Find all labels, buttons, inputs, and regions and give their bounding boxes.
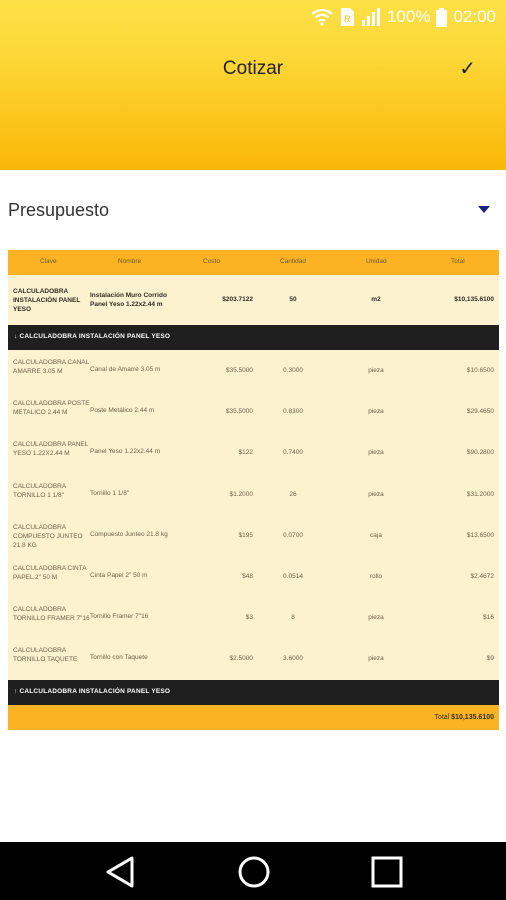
svg-text:R: R bbox=[343, 14, 351, 24]
cell-costo: $195 bbox=[238, 531, 253, 539]
status-icons bbox=[311, 7, 496, 27]
cell-clave: CALCULADOBRA INSTALACIÓN PANEL YESO bbox=[13, 288, 81, 313]
table-row[interactable] bbox=[8, 597, 499, 638]
cell-unidad: pieza bbox=[368, 655, 384, 663]
cell-cantidad: 50 bbox=[289, 296, 297, 303]
table-row[interactable] bbox=[8, 275, 499, 325]
battery-percent: 100% bbox=[386, 7, 431, 26]
table-row[interactable] bbox=[8, 432, 499, 473]
cell-costo: $203.7122 bbox=[222, 296, 253, 303]
table-row[interactable] bbox=[8, 638, 499, 679]
cell-total: $10,135.6100 bbox=[454, 296, 494, 303]
cell-unidad: caja bbox=[370, 531, 382, 539]
section-end-row bbox=[8, 680, 499, 705]
total-value: $10,135.6100 bbox=[451, 713, 494, 721]
wifi-icon bbox=[311, 8, 333, 26]
cell-unidad: pieza bbox=[368, 614, 384, 622]
col-clave: Clave bbox=[40, 258, 57, 265]
col-cantidad: Cantidad bbox=[280, 258, 307, 265]
col-costo: Costo bbox=[203, 258, 220, 265]
cell-clave: CALCULADOBRA PANEL YESO 1.22X2.44 M bbox=[13, 441, 89, 458]
table-row[interactable] bbox=[8, 515, 499, 556]
cell-total: $10.6500 bbox=[466, 367, 494, 374]
cell-costo: $48 bbox=[242, 572, 253, 580]
cell-nombre: Tornillo Framer 7"16 bbox=[90, 613, 149, 621]
cell-unidad: pieza bbox=[368, 490, 384, 498]
cell-costo: $35.5000 bbox=[225, 367, 253, 374]
cell-cantidad: 8 bbox=[291, 614, 295, 622]
status-bar bbox=[0, 0, 506, 36]
cell-nombre: Canal de Amarre 3.05 m bbox=[90, 366, 161, 373]
cell-clave: CALCULADOBRA TORNILLO TAQUETE bbox=[13, 647, 78, 664]
cell-cantidad: 0.7400 bbox=[283, 449, 303, 457]
total-row bbox=[8, 705, 499, 730]
recents-icon[interactable] bbox=[371, 855, 403, 889]
cell-cantidad: 0.8300 bbox=[283, 408, 303, 416]
cell-clave: CALCULADOBRA TORNILLO 1 1/8" bbox=[13, 482, 66, 499]
cell-unidad: pieza bbox=[368, 449, 384, 457]
cell-cantidad: 0.0700 bbox=[283, 531, 303, 539]
cell-nombre: Panel Yeso 1.22x2.44 m bbox=[90, 448, 161, 456]
cell-unidad: m2 bbox=[371, 296, 381, 303]
presupuesto-select[interactable] bbox=[8, 196, 498, 228]
col-total: Total bbox=[451, 258, 465, 265]
cell-clave: CALCULADOBRA POSTE METALICO 2.44 M bbox=[13, 400, 90, 417]
dropdown-caret-icon bbox=[478, 206, 490, 213]
check-icon[interactable]: ✓ bbox=[459, 58, 476, 80]
battery-icon bbox=[436, 8, 447, 27]
cell-unidad: rollo bbox=[369, 572, 383, 580]
cell-costo: $35.5000 bbox=[225, 408, 253, 416]
cell-clave: CALCULADOBRA CANAL AMARRE 3.05 M bbox=[13, 359, 89, 375]
cell-nombre: Compuesto Junteo 21.8 kg bbox=[90, 530, 168, 538]
col-nombre: Nombre bbox=[118, 258, 142, 265]
total-text bbox=[434, 713, 494, 722]
cell-cantidad: 3.6000 bbox=[283, 655, 303, 663]
cell-costo: $2.5000 bbox=[229, 655, 253, 663]
section-start-row bbox=[8, 325, 499, 350]
sim-icon bbox=[339, 7, 355, 27]
quote-table bbox=[8, 250, 499, 730]
total-label: Total bbox=[434, 713, 450, 721]
back-icon[interactable] bbox=[104, 855, 136, 889]
cell-unidad: pieza bbox=[368, 367, 384, 374]
table-row[interactable] bbox=[8, 391, 499, 432]
cell-total: $9 bbox=[486, 655, 494, 663]
cell-total: $90.2800 bbox=[466, 449, 494, 457]
nav-bar bbox=[0, 842, 506, 900]
cell-costo: $3 bbox=[245, 614, 253, 622]
page-title: Cotizar bbox=[222, 58, 284, 79]
cell-costo: $1.2000 bbox=[229, 490, 253, 498]
cell-total: $31.2000 bbox=[466, 490, 494, 498]
section-start-label: ↓ CALCULADOBRA INSTALACIÓN PANEL YESO bbox=[14, 333, 171, 340]
cell-nombre: Instalación Muro Corrido Panel Yeso 1.22x2.44 m bbox=[90, 292, 167, 308]
table-header bbox=[8, 250, 499, 275]
table-row[interactable] bbox=[8, 474, 499, 515]
cell-nombre: Tornillo con Taquete bbox=[90, 654, 148, 662]
cell-nombre: Poste Metálico 2.44 m bbox=[90, 407, 155, 415]
app-bar bbox=[0, 0, 506, 170]
table-row[interactable] bbox=[8, 556, 499, 597]
signal-icon bbox=[361, 8, 381, 26]
col-unidad: Unidad bbox=[366, 258, 387, 265]
cell-cantidad: 26 bbox=[289, 490, 297, 498]
home-icon[interactable] bbox=[237, 855, 271, 889]
items-list bbox=[8, 350, 499, 680]
clock: 02:00 bbox=[453, 7, 496, 26]
cell-total: $13.6500 bbox=[466, 531, 494, 539]
section-end-label: ↑ CALCULADOBRA INSTALACIÓN PANEL YESO bbox=[14, 687, 171, 695]
cell-cantidad: 0.3000 bbox=[283, 367, 303, 374]
cell-total: $16 bbox=[483, 614, 494, 622]
cell-total: $29.4650 bbox=[466, 408, 494, 416]
cell-unidad: pieza bbox=[368, 408, 384, 416]
cell-costo: $122 bbox=[238, 449, 253, 457]
cell-cantidad: 0.0514 bbox=[283, 572, 303, 580]
cell-clave: CALCULADOBRA CINTA PAPEL 2" 50 M bbox=[13, 564, 87, 581]
table-row[interactable] bbox=[8, 350, 499, 391]
cell-nombre: Cinta Papel 2" 50 m bbox=[90, 571, 148, 579]
cell-clave: CALCULADOBRA COMPUESTO JUNTEO 21.8 KG bbox=[13, 523, 83, 549]
select-value: Presupuesto bbox=[8, 200, 110, 220]
cell-nombre: Tornillo 1 1/8" bbox=[90, 489, 130, 497]
cell-total: $2.4672 bbox=[470, 572, 494, 580]
cell-clave: CALCULADOBRA TORNILLO FRAMER 7"16 bbox=[13, 606, 90, 623]
